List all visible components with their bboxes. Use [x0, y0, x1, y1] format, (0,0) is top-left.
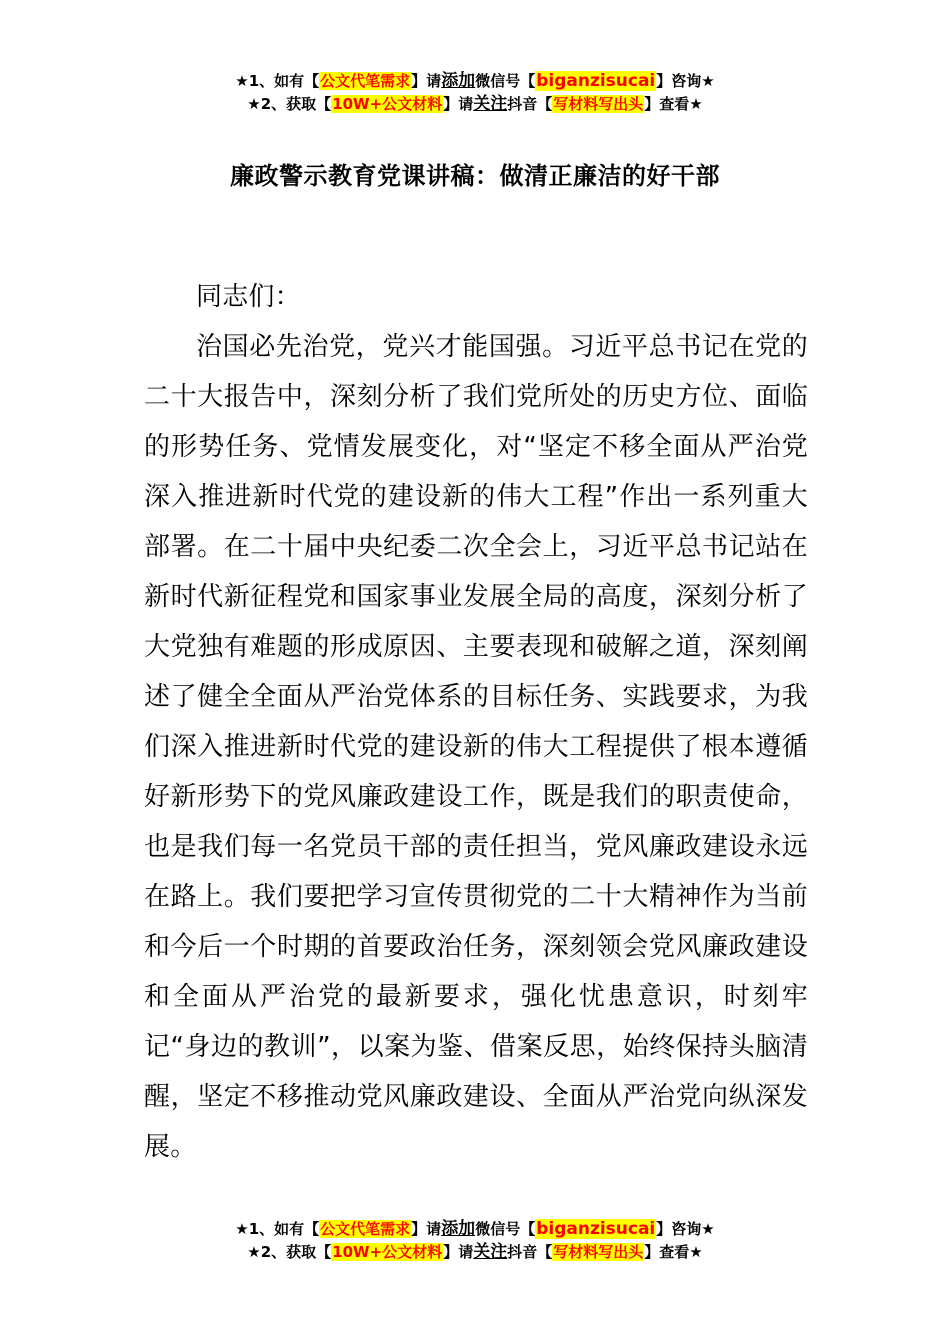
highlight-service: 公文代笔需求 [320, 72, 411, 90]
highlight-douyin-account: 写材料写出头 [553, 95, 644, 113]
ad-line-1 [0, 1218, 950, 1241]
ad-emphasis: 添加 [441, 71, 476, 91]
ad-line-2 [0, 1241, 950, 1264]
ad-text: 】请 [411, 72, 442, 90]
highlight-service: 公文代笔需求 [320, 1220, 411, 1238]
ad-text: 】请 [443, 95, 474, 113]
ad-emphasis: 关注 [473, 1242, 508, 1262]
highlight-materials: 10W+公文材料 [332, 95, 443, 113]
highlight-douyin-account: 写材料写出头 [553, 1243, 644, 1261]
document-title: 廉政警示教育党课讲稿：做清正廉洁的好干部 [230, 162, 720, 190]
salutation: 同志们： [196, 282, 301, 312]
highlight-materials: 10W+公文材料 [332, 1243, 443, 1261]
ad-emphasis: 添加 [441, 1219, 476, 1239]
ad-line-2 [0, 93, 950, 116]
body-paragraph: 治国必先治党，党兴才能国强。习近平总书记在党的二十大报告中，深刻分析了我们党所处的历史方位、面临的形势任务、党情发展变化，对“坚定不移全面从严治党深入推进新时代党的建设新的伟大工程”作出一系列重大部署。在二十届中央纪委二次全会上，习近平总书记站在新时代新征程党和国家事业发展全局的高度，深刻分析了大党独有难题的形成原因、主要表现和破解之道，深刻阐述了健全全面从严治党体系的目标任务、实践要求，为我们深入推进新时代党的建设新的伟大工程提供了根本遵循好新形势下的党风廉政建设工作，既是我们的职责使命，也是我们每一名党员干部的责任担当，党风廉政建设永远在路上。我们要把学习宣传贯彻党的二十大精神作为当前和今后一个时期的首要政治任务，深刻领会党风廉政建设和全面从严治党的最新要求，强化忧患意识，时刻牢记“身边的教训”，以案为鉴、借案反思，始终保持头脑清醒，坚定不移推动党风廉政建设、全面从严治党向纵深发展。 [144, 332, 808, 1162]
ad-text: 】咨询★ [656, 72, 715, 90]
ad-text: ★1、如有【 [235, 72, 320, 90]
ad-text: 】咨询★ [656, 1220, 715, 1238]
ad-text: ★2、获取【 [247, 95, 332, 113]
ad-text: 】请 [411, 1220, 442, 1238]
ad-text: 】查看★ [644, 95, 703, 113]
ad-text: ★1、如有【 [235, 1220, 320, 1238]
highlight-wechat-id: biganzisucai [536, 1219, 656, 1239]
ad-text: 】查看★ [644, 1243, 703, 1261]
ad-text: 】请 [443, 1243, 474, 1261]
header-ad-notice [0, 70, 950, 116]
ad-text: 抖音【 [507, 1243, 553, 1261]
ad-text: 微信号【 [475, 72, 536, 90]
highlight-wechat-id: biganzisucai [536, 71, 656, 91]
ad-emphasis: 关注 [473, 94, 508, 114]
footer-ad-notice [0, 1218, 950, 1264]
ad-text: ★2、获取【 [247, 1243, 332, 1261]
ad-text: 抖音【 [507, 95, 553, 113]
ad-text: 微信号【 [475, 1220, 536, 1238]
document-body [144, 272, 808, 1172]
ad-line-1 [0, 70, 950, 93]
